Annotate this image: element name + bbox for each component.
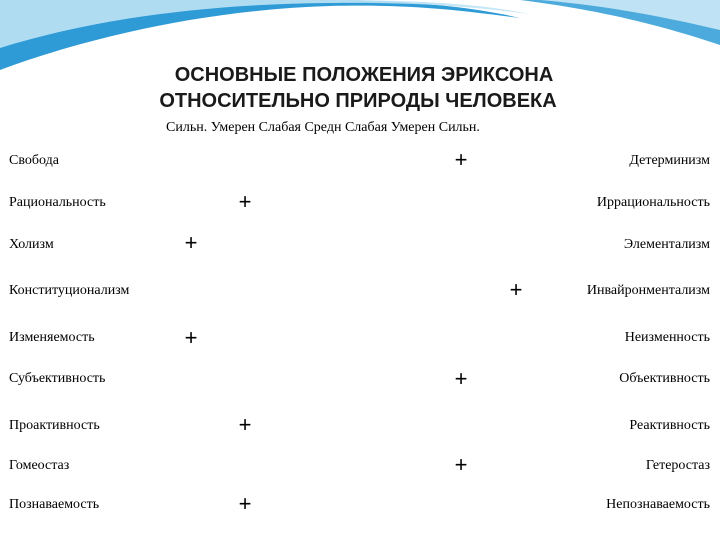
header-swoosh-decoration: [0, 0, 720, 70]
right-term: Реактивность: [629, 418, 710, 433]
right-term: Гетеростаз: [645, 458, 710, 473]
right-term: Инвайронментализм: [586, 283, 710, 298]
left-term: Субъективность: [9, 371, 106, 386]
rating-plus-mark: +: [454, 452, 468, 477]
page-title-line2: ОТНОСИТЕЛЬНО ПРИРОДЫ ЧЕЛОВЕКА: [159, 90, 557, 112]
rating-plus-mark: +: [454, 366, 468, 391]
right-term: Непознаваемость: [606, 497, 710, 512]
rating-plus-mark: +: [238, 491, 252, 516]
rating-plus-mark: +: [238, 412, 252, 437]
left-term: Холизм: [9, 237, 54, 252]
right-term: Детерминизм: [629, 153, 710, 168]
rating-plus-mark: +: [238, 189, 252, 214]
rating-plus-mark: +: [184, 230, 198, 255]
rating-plus-mark: +: [509, 277, 523, 302]
left-term: Проактивность: [9, 418, 100, 433]
right-term: Объективность: [619, 371, 710, 386]
right-term: Неизменность: [624, 330, 710, 345]
page-title-line1: ОСНОВНЫЕ ПОЛОЖЕНИЯ ЭРИКСОНА: [174, 64, 554, 86]
left-term: Изменяемость: [9, 330, 95, 345]
rating-plus-mark: +: [184, 325, 198, 350]
left-term: Познаваемость: [9, 497, 100, 512]
right-term: Элементализм: [623, 237, 710, 252]
left-term: Конституционализм: [9, 283, 130, 298]
left-term: Свобода: [9, 153, 59, 168]
right-term: Иррациональность: [596, 195, 710, 210]
scale-header: Сильн. Умерен Слабая Средн Слабая Умерен Сильн.: [166, 120, 480, 135]
left-term: Гомеостаз: [9, 458, 70, 473]
rating-plus-mark: +: [454, 147, 468, 172]
left-term: Рациональность: [9, 195, 106, 210]
